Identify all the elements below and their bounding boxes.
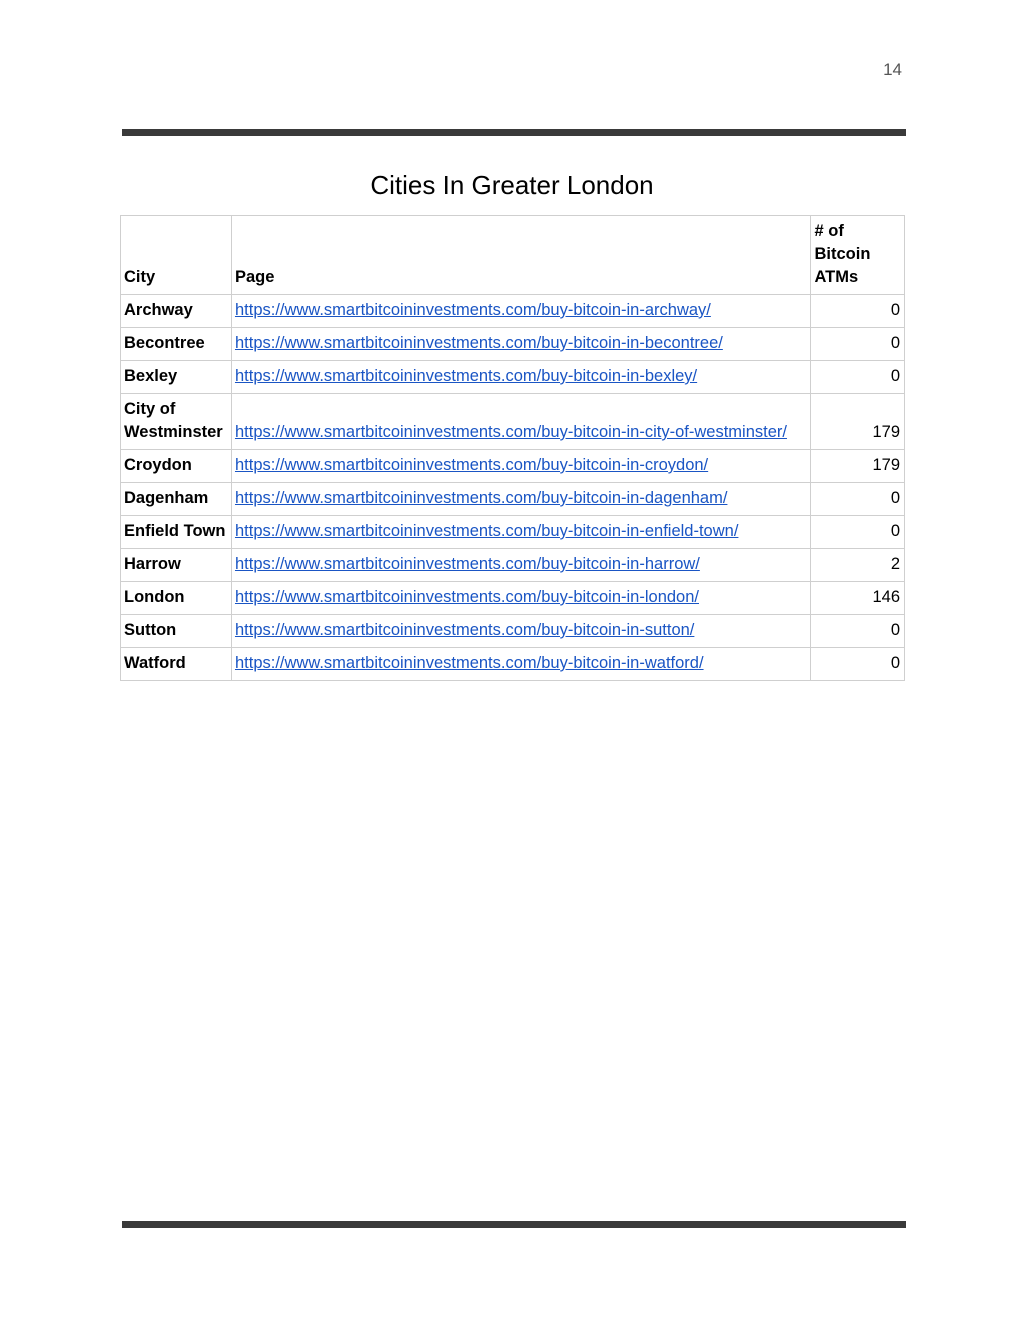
- atm-count: 0: [811, 483, 905, 516]
- page-cell: [231, 394, 811, 450]
- page-cell: [231, 483, 811, 516]
- table-row: [121, 394, 905, 450]
- city-name: Sutton: [121, 615, 232, 648]
- atm-count: 0: [811, 328, 905, 361]
- page-number: 14: [883, 60, 902, 79]
- page-link[interactable]: https://www.smartbitcoininvestments.com/buy-bitcoin-in-watford/: [234, 654, 704, 672]
- page-cell: [231, 295, 811, 328]
- table-body: [121, 295, 905, 681]
- atm-count: 0: [811, 516, 905, 549]
- page-cell: [231, 648, 811, 681]
- atm-count: 0: [811, 361, 905, 394]
- table-row: [121, 582, 905, 615]
- bottom-divider: [122, 1221, 906, 1228]
- table-row: [121, 648, 905, 681]
- atm-count: 2: [811, 549, 905, 582]
- top-divider: [122, 129, 906, 136]
- city-name: Archway: [121, 295, 232, 328]
- table-row: [121, 295, 905, 328]
- city-name: Croydon: [121, 450, 232, 483]
- page-cell: [231, 516, 811, 549]
- table-row: [121, 361, 905, 394]
- city-name: London: [121, 582, 232, 615]
- page-cell: [231, 328, 811, 361]
- table-header-row: [121, 216, 905, 295]
- page-link[interactable]: https://www.smartbitcoininvestments.com/buy-bitcoin-in-bexley/: [234, 367, 698, 385]
- header-city: City: [121, 216, 232, 295]
- page-link[interactable]: https://www.smartbitcoininvestments.com/buy-bitcoin-in-enfield-town/: [234, 522, 739, 540]
- table-row: [121, 483, 905, 516]
- atm-count: 179: [811, 394, 905, 450]
- atm-count: 0: [811, 648, 905, 681]
- table-row: [121, 450, 905, 483]
- page-link[interactable]: https://www.smartbitcoininvestments.com/buy-bitcoin-in-city-of-westminster/: [234, 423, 787, 441]
- page-link[interactable]: https://www.smartbitcoininvestments.com/buy-bitcoin-in-dagenham/: [234, 489, 728, 507]
- table-row: [121, 516, 905, 549]
- city-name: City of Westminster: [121, 394, 232, 450]
- atm-count: 0: [811, 295, 905, 328]
- page-cell: [231, 615, 811, 648]
- city-name: Harrow: [121, 549, 232, 582]
- page-link[interactable]: https://www.smartbitcoininvestments.com/buy-bitcoin-in-sutton/: [234, 621, 695, 639]
- city-name: Dagenham: [121, 483, 232, 516]
- atm-count: 0: [811, 615, 905, 648]
- table-row: [121, 549, 905, 582]
- page-link[interactable]: https://www.smartbitcoininvestments.com/buy-bitcoin-in-harrow/: [234, 555, 700, 573]
- header-atm-count: # of Bitcoin ATMs: [811, 216, 905, 295]
- page-title: Cities In Greater London: [370, 170, 654, 200]
- atm-count: 146: [811, 582, 905, 615]
- city-name: Watford: [121, 648, 232, 681]
- city-name: Bexley: [121, 361, 232, 394]
- city-name: Becontree: [121, 328, 232, 361]
- page-link[interactable]: https://www.smartbitcoininvestments.com/buy-bitcoin-in-becontree/: [234, 334, 723, 352]
- city-name: Enfield Town: [121, 516, 232, 549]
- page-cell: [231, 549, 811, 582]
- header-page: Page: [231, 216, 811, 295]
- table-row: [121, 615, 905, 648]
- page-cell: [231, 361, 811, 394]
- page-cell: [231, 450, 811, 483]
- atm-count: 179: [811, 450, 905, 483]
- page-link[interactable]: https://www.smartbitcoininvestments.com/buy-bitcoin-in-london/: [234, 588, 699, 606]
- cities-table: [120, 215, 905, 681]
- page-cell: [231, 582, 811, 615]
- table-row: [121, 328, 905, 361]
- page-link[interactable]: https://www.smartbitcoininvestments.com/buy-bitcoin-in-croydon/: [234, 456, 709, 474]
- page-link[interactable]: https://www.smartbitcoininvestments.com/buy-bitcoin-in-archway/: [234, 301, 711, 319]
